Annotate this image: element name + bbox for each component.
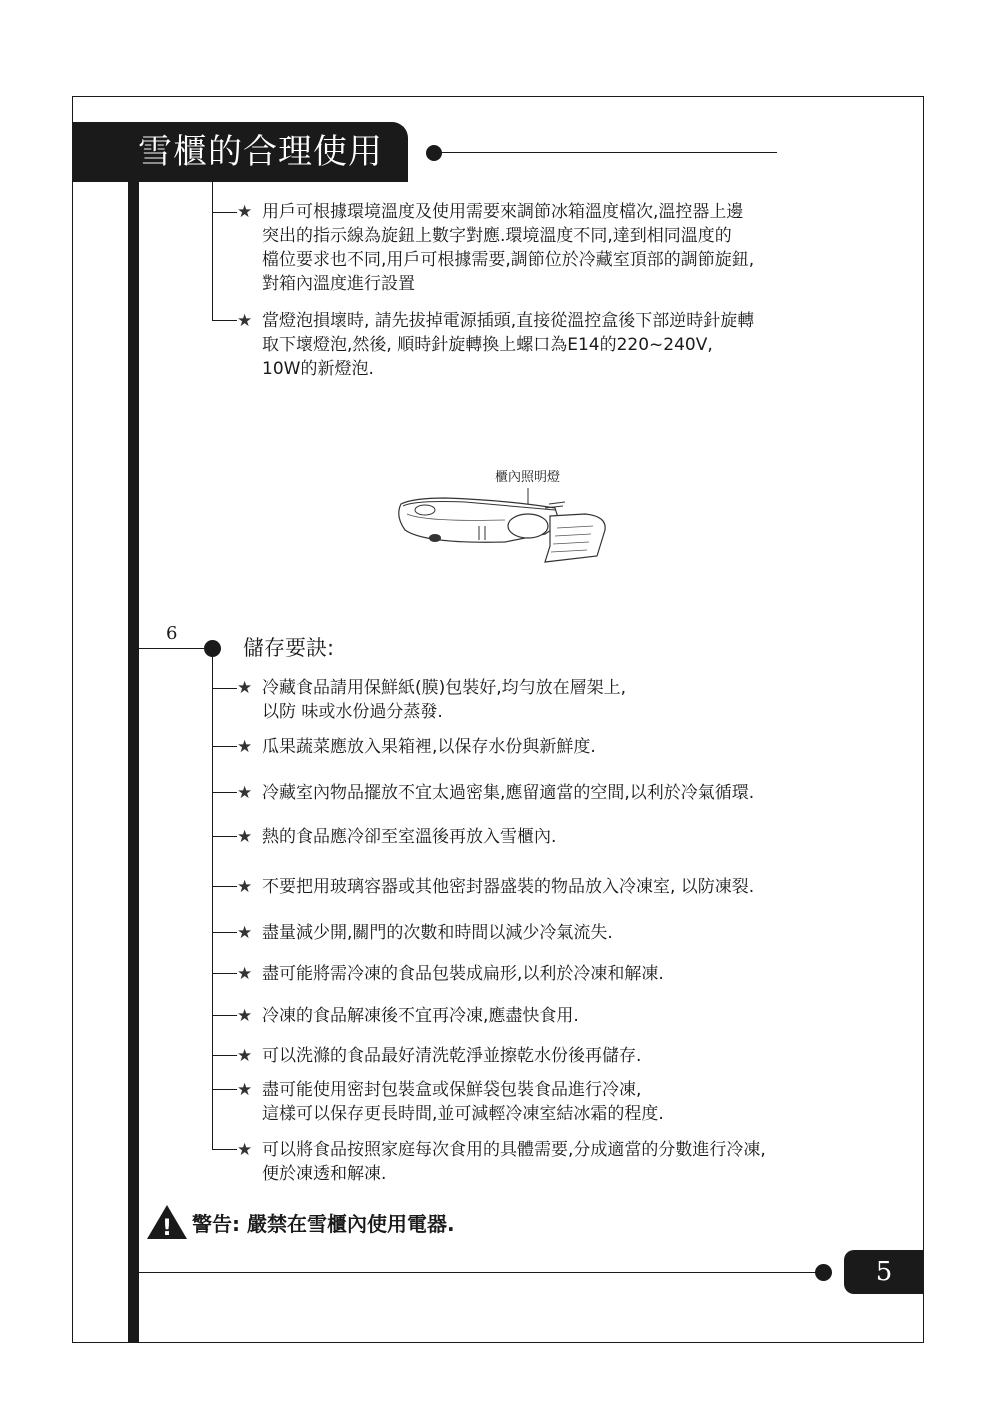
usage-item-line: 當燈泡損壞時, 請先拔掉電源插頭,直接從溫控盒後下部逆時針旋轉 bbox=[262, 311, 755, 331]
bullet-star-icon: ★ bbox=[237, 783, 253, 803]
footer-rule bbox=[139, 1272, 823, 1273]
storage-item-line: 冷藏食品請用保鮮紙(膜)包裝好,均勻放在層架上, bbox=[262, 678, 627, 698]
storage-item-line: 這樣可以保存更長時間,並可減輕冷凍室結冰霜的程度. bbox=[262, 1104, 664, 1124]
bullet-star-icon: ★ bbox=[237, 202, 253, 222]
storage-item-line: 便於凍透和解凍. bbox=[262, 1164, 387, 1184]
bullet-star-icon: ★ bbox=[237, 1006, 253, 1026]
storage-item-line: 以防 味或水份過分蒸發. bbox=[262, 702, 443, 722]
usage-item-line: 用戶可根據環境溫度及使用需要來調節冰箱溫度檔次,溫控器上邊 bbox=[262, 202, 744, 222]
usage-item-line: 取下壞燈泡,然後, 順時針旋轉換上螺口為E14的220~240V, bbox=[262, 335, 713, 355]
usage-item-line: 檔位要求也不同,用戶可根據需要,調節位於冷藏室頂部的調節旋鈕, bbox=[262, 250, 755, 270]
bullet-star-icon: ★ bbox=[237, 1080, 253, 1100]
bullet-star-icon: ★ bbox=[237, 678, 253, 698]
bullet-star-icon: ★ bbox=[237, 1140, 253, 1160]
section-rule bbox=[132, 648, 212, 649]
bullet-connector bbox=[212, 656, 237, 689]
page-title: 雪櫃的合理使用 bbox=[138, 132, 383, 172]
page-number: 5 bbox=[875, 1257, 893, 1287]
interior-light-illustration bbox=[385, 486, 610, 566]
bullet-star-icon: ★ bbox=[237, 964, 253, 984]
section-number: 6 bbox=[166, 623, 178, 644]
bullet-star-icon: ★ bbox=[237, 877, 253, 897]
bullet-connector bbox=[212, 686, 237, 747]
bullet-star-icon: ★ bbox=[237, 1046, 253, 1066]
warning-text: 警告: 嚴禁在雪櫃內使用電器. bbox=[192, 1212, 455, 1236]
bullet-connector bbox=[212, 1013, 237, 1056]
bullet-connector bbox=[212, 1087, 237, 1150]
bullet-star-icon: ★ bbox=[237, 827, 253, 847]
bullet-connector bbox=[212, 744, 237, 793]
bullet-connector bbox=[212, 834, 237, 887]
warning-triangle-icon bbox=[146, 1204, 188, 1240]
title-rule bbox=[434, 152, 777, 153]
usage-item-line: 10W的新燈泡. bbox=[262, 359, 374, 379]
footer-dot bbox=[815, 1264, 832, 1281]
section-title: 儲存要訣: bbox=[243, 636, 335, 660]
bullet-star-icon: ★ bbox=[237, 737, 253, 757]
left-margin-bar bbox=[128, 180, 139, 1343]
storage-item-line: 可以將食品按照家庭每次食用的具體需要,分成適當的分數進行冷凍, bbox=[262, 1140, 766, 1160]
bullet-connector bbox=[212, 1053, 237, 1090]
usage-item-line: 對箱內溫度進行設置 bbox=[262, 274, 415, 294]
storage-item-line: 盡可能使用密封包裝盒或保鮮袋包裝食品進行冷凍, bbox=[262, 1080, 642, 1100]
bullet-connector bbox=[212, 790, 237, 837]
storage-item-line: 瓜果蔬菜應放入果箱裡,以保存水份與新鮮度. bbox=[262, 737, 596, 757]
figure-caption: 櫃內照明燈 bbox=[495, 470, 561, 485]
storage-item-line: 盡量減少開,關門的次數和時間以減少冷氣流失. bbox=[262, 923, 613, 943]
storage-item-line: 盡可能將需冷凍的食品包裝成扁形,以利於冷凍和解凍. bbox=[262, 964, 664, 984]
storage-item-line: 冷藏室內物品擺放不宜太過密集,應留適當的空間,以利於冷氣循環. bbox=[262, 783, 755, 803]
storage-item-line: 不要把用玻璃容器或其他密封器盛裝的物品放入冷凍室, 以防凍裂. bbox=[262, 877, 755, 897]
bullet-connector bbox=[212, 930, 237, 974]
section-dot bbox=[204, 640, 221, 657]
warning-symbol: ! bbox=[161, 1216, 173, 1240]
storage-item-line: 冷凍的食品解凍後不宜再冷凍,應盡快食用. bbox=[262, 1006, 579, 1026]
usage-item-line: 突出的指示線為旋鈕上數字對應.環境溫度不同,達到相同溫度的 bbox=[262, 226, 732, 246]
bullet-star-icon: ★ bbox=[237, 311, 253, 331]
bullet-connector bbox=[212, 180, 237, 213]
bullet-star-icon: ★ bbox=[237, 923, 253, 943]
bullet-connector bbox=[212, 884, 237, 933]
title-line-dot bbox=[426, 145, 442, 161]
bullet-connector bbox=[212, 971, 237, 1016]
storage-item-line: 可以洗滌的食品最好清洗乾淨並擦乾水份後再儲存. bbox=[262, 1046, 642, 1066]
bullet-connector bbox=[212, 210, 237, 321]
storage-item-line: 熱的食品應冷卻至室溫後再放入雪櫃內. bbox=[262, 827, 557, 847]
